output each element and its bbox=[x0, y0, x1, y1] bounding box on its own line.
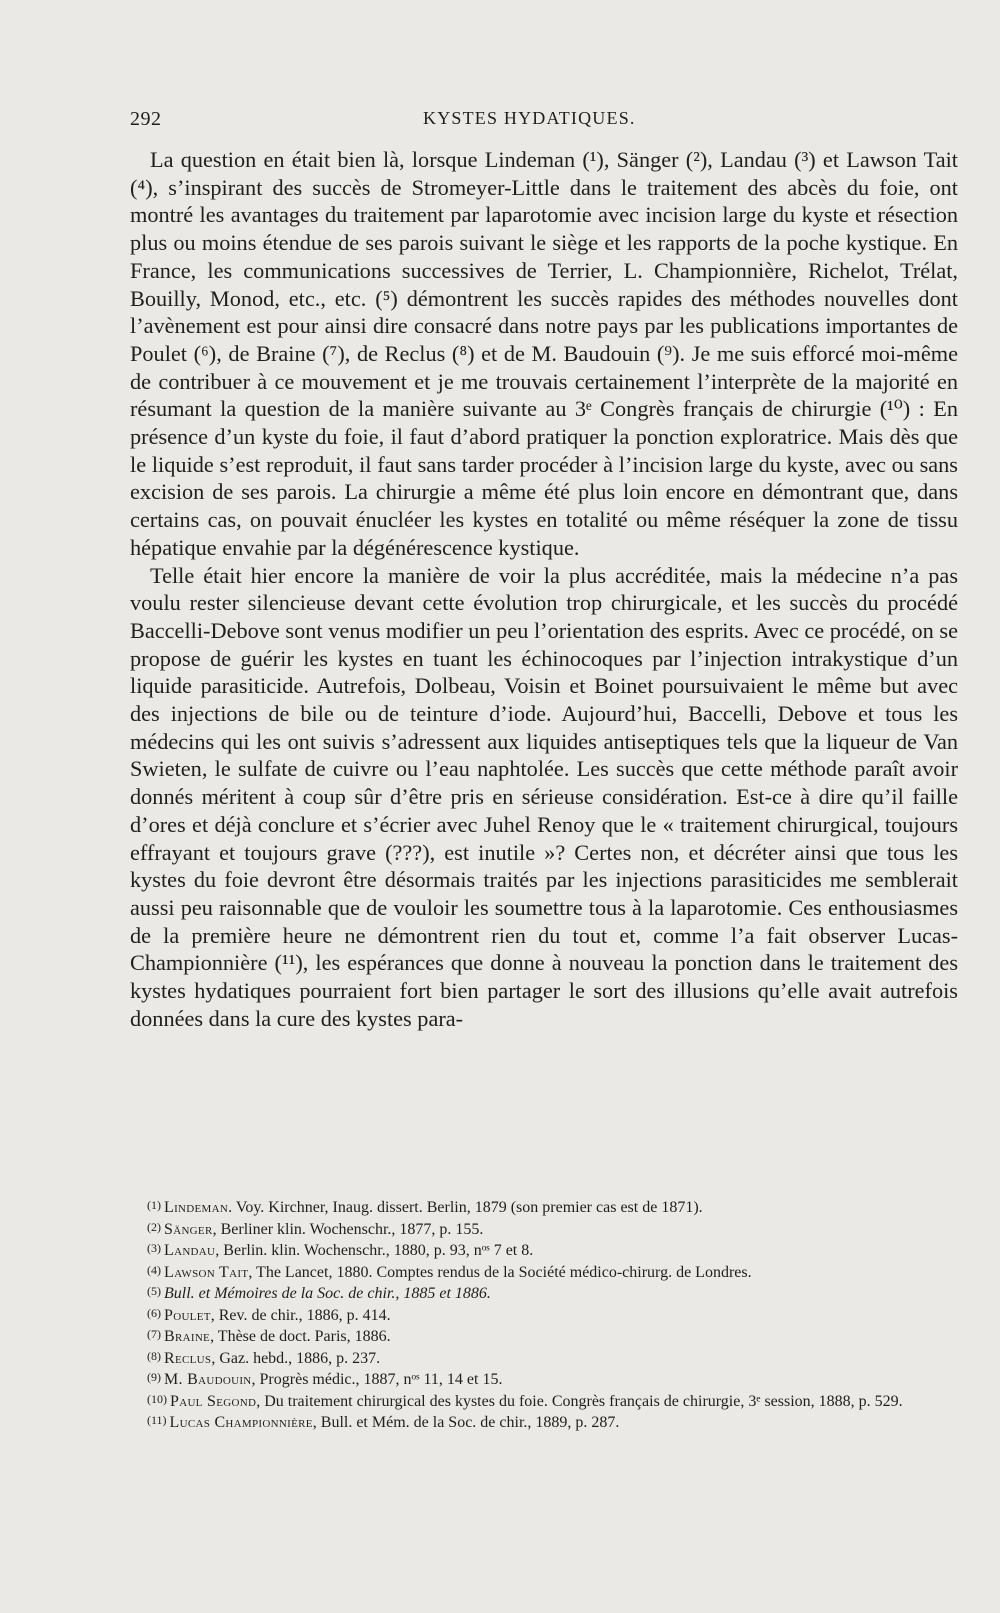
footnote-4: (4) Lawson Tait, The Lancet, 1880. Comptes rendus de la Société médico-chirurg. de Londres. bbox=[147, 1262, 752, 1281]
footnote-10: (10) Paul Segond, Du traitement chirurgical des kystes du foie. Congrès français de chirurgie, 3ᵉ session, 1888, p. 529. bbox=[147, 1391, 903, 1410]
footnote-9: (9) M. Baudouin, Progrès médic., 1887, nᵒˢ 11, 14 et 15. bbox=[147, 1370, 503, 1388]
footnote-5: (5) Bull. et Mémoires de la Soc. de chir., 1885 et 1886. bbox=[147, 1284, 491, 1302]
body-text bbox=[130, 146, 958, 1033]
footnote-11: (11) Lucas Championnière, Bull. et Mém. de la Soc. de chir., 1889, p. 287. bbox=[147, 1413, 620, 1431]
footnote-1: (1) Lindeman. Voy. Kirchner, Inaug. dissert. Berlin, 1879 (son premier cas est de 1871). bbox=[147, 1198, 703, 1216]
footnote-3: (3) Landau, Berlin. klin. Wochenschr., 1880, p. 93, nᵒˢ 7 et 8. bbox=[147, 1241, 534, 1259]
footnotes bbox=[147, 1196, 959, 1433]
footnote-8: (8) Reclus, Gaz. hebd., 1886, p. 237. bbox=[147, 1348, 381, 1367]
paragraph-1: La question en était bien là, lorsque Lindeman (¹), Sänger (²), Landau (³) et Lawson Tait (⁴), s’inspirant des succès de Stromeyer-Little dans le traitement des abcès du foie, ont montré les avantages du traitement par laparotomie avec incision large du kyste et résection plus ou moins étendue de ses parois suivant le siège et les rapports de la poche kystique. En France, les communications successives de Terrier, L. Championnière, Richelot, Trélat, Bouilly, Monod, etc., etc. (⁵) démontrent les succès rapides des méthodes nouvelles dont l’avènement est pour ainsi dire consacré dans notre pays par les publications importantes de Poulet (⁶), de Braine (⁷), de Reclus (⁸) et de M. Baudouin (⁹). Je me suis efforcé moi-même de contribuer à ce mouvement et je me trouvais certainement l’interprète de la majorité en résumant la question de la manière suivante au 3ᵉ Congrès français de chirurgie (¹⁰) : En présence d’un kyste du foie, il faut d’abord pratiquer la ponction exploratrice. Mais dès que le liquide s’est reproduit, il faut sans tarder procéder à l’incision large du kyste, avec ou sans excision de ses parois. La chirurgie a même été plus loin encore en démontrant que, dans certains cas, on pouvait énucléer les kystes en totalité ou même réséquer la zone de tissu hépatique envahie par la dégénérescence kystique. bbox=[130, 147, 958, 560]
footnote-2: (2) Sänger, Berliner klin. Wochenschr., 1877, p. 155. bbox=[147, 1219, 484, 1238]
page-header bbox=[130, 108, 655, 138]
running-title: KYSTES HYDATIQUES. bbox=[423, 108, 636, 128]
page-number: 292 bbox=[130, 108, 162, 130]
paragraph-2: Telle était hier encore la manière de voir la plus accréditée, mais la médecine n’a pas voulu rester silencieuse devant cette évolution trop chirurgicale, et les succès du procédé Baccelli-Debove sont venus modifier un peu l’orientation des esprits. Avec ce procédé, on se propose de guérir les kystes en tuant les échinocoques par l’injection intrakystique d’un liquide parasiticide. Autrefois, Dolbeau, Voisin et Boinet poursuivaient le même but avec des injections de bile ou de teinture d’iode. Aujourd’hui, Baccelli, Debove et tous les médecins qui les ont suivis s’adressent aux liquides antiseptiques tels que la liqueur de Van Swieten, le sulfate de cuivre ou l’eau naphtolée. Les succès que cette méthode paraît avoir donnés méritent à coup sûr d’être pris en sérieuse considération. Est-ce à dire qu’il faille d’ores et déjà conclure et s’écrier avec Juhel Renoy que le « traitement chirurgical, toujours effrayant et toujours grave (???), est inutile »? Certes non, et décréter ainsi que tous les kystes du foie devront être désormais traités par les injections parasiticides me semblerait aussi peu raisonnable que de vouloir les soumettre tous à la laparotomie. Ces enthousiasmes de la première heure ne démontrent rien du tout et, comme l’a fait observer Lucas-Championnière (¹¹), les espérances que donne à nouveau la ponction dans le traitement des kystes hydatiques pourraient fort bien partager le sort des illusions qu’elle avait autrefois données dans la cure des kystes para- bbox=[130, 562, 958, 1031]
footnote-7: (7) Braine, Thèse de doct. Paris, 1886. bbox=[147, 1327, 391, 1345]
footnote-6: (6) Poulet, Rev. de chir., 1886, p. 414. bbox=[147, 1305, 391, 1324]
